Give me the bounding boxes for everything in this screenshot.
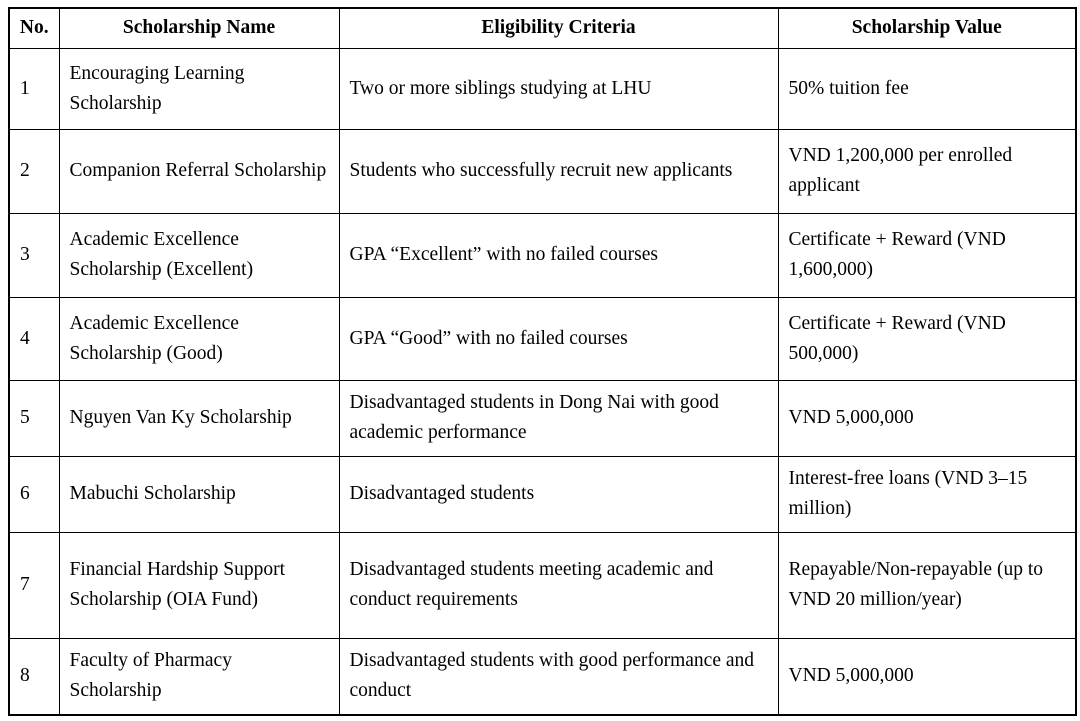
row-number-cell: 2 — [9, 129, 59, 213]
table-row — [9, 532, 1076, 638]
row-number-cell: 3 — [9, 213, 59, 297]
table-row — [9, 380, 1076, 456]
row-number-cell: 6 — [9, 456, 59, 532]
scholarship-name-cell: Faculty of Pharmacy Scholarship — [59, 638, 339, 715]
eligibility-criteria-cell: Disadvantaged students with good performance and conduct — [339, 638, 778, 715]
scholarship-name-cell: Encouraging Learning Scholarship — [59, 48, 339, 129]
scholarship-value-cell: VND 5,000,000 — [778, 638, 1076, 715]
table-row — [9, 129, 1076, 213]
row-number-cell: 7 — [9, 532, 59, 638]
scholarship-value-cell: Interest-free loans (VND 3–15 million) — [778, 456, 1076, 532]
eligibility-criteria-cell: Students who successfully recruit new applicants — [339, 129, 778, 213]
scholarship-value-cell: Certificate + Reward (VND 1,600,000) — [778, 213, 1076, 297]
eligibility-criteria-cell: GPA “Excellent” with no failed courses — [339, 213, 778, 297]
row-number-cell: 4 — [9, 297, 59, 380]
scholarship-name-cell: Companion Referral Scholarship — [59, 129, 339, 213]
header-scholarship-name: Scholarship Name — [59, 8, 339, 48]
eligibility-criteria-cell: Disadvantaged students in Dong Nai with good academic performance — [339, 380, 778, 456]
row-number-cell: 8 — [9, 638, 59, 715]
row-number-cell: 1 — [9, 48, 59, 129]
header-row — [9, 8, 1076, 48]
scholarship-name-cell: Financial Hardship Support Scholarship (OIA Fund) — [59, 532, 339, 638]
scholarship-name-cell: Nguyen Van Ky Scholarship — [59, 380, 339, 456]
scholarship-value-cell: Repayable/Non-repayable (up to VND 20 million/year) — [778, 532, 1076, 638]
scholarship-value-cell: Certificate + Reward (VND 500,000) — [778, 297, 1076, 380]
table-row — [9, 456, 1076, 532]
scholarship-table — [8, 7, 1077, 716]
eligibility-criteria-cell: Disadvantaged students meeting academic and conduct requirements — [339, 532, 778, 638]
table-row — [9, 638, 1076, 715]
header-eligibility-criteria: Eligibility Criteria — [339, 8, 778, 48]
scholarship-name-cell: Academic Excellence Scholarship (Good) — [59, 297, 339, 380]
eligibility-criteria-cell: GPA “Good” with no failed courses — [339, 297, 778, 380]
header-scholarship-value: Scholarship Value — [778, 8, 1076, 48]
scholarship-value-cell: VND 5,000,000 — [778, 380, 1076, 456]
header-no: No. — [9, 8, 59, 48]
scholarship-name-cell: Academic Excellence Scholarship (Excellent) — [59, 213, 339, 297]
table-row — [9, 213, 1076, 297]
row-number-cell: 5 — [9, 380, 59, 456]
eligibility-criteria-cell: Disadvantaged students — [339, 456, 778, 532]
scholarship-name-cell: Mabuchi Scholarship — [59, 456, 339, 532]
scholarship-value-cell: VND 1,200,000 per enrolled applicant — [778, 129, 1076, 213]
scholarship-value-cell: 50% tuition fee — [778, 48, 1076, 129]
eligibility-criteria-cell: Two or more siblings studying at LHU — [339, 48, 778, 129]
table-row — [9, 48, 1076, 129]
table-row — [9, 297, 1076, 380]
